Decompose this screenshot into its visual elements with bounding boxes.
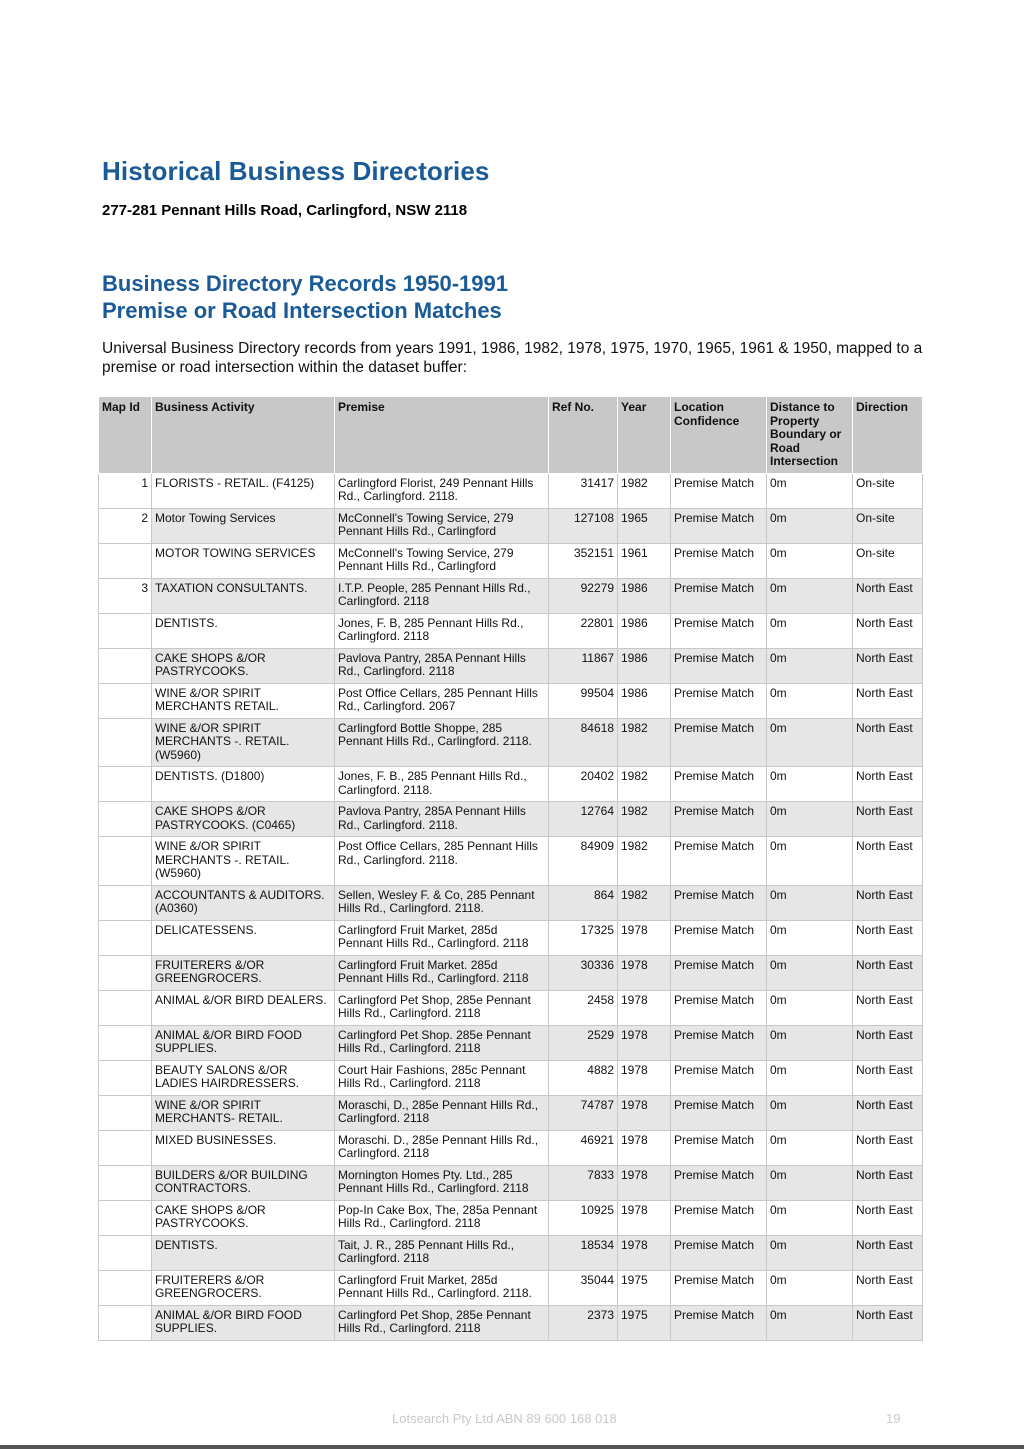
map-id-cell: [99, 718, 152, 767]
distance-cell: 0m: [767, 473, 853, 508]
business-activity-cell: MOTOR TOWING SERVICES: [152, 543, 335, 578]
map-id-cell: [99, 1270, 152, 1305]
footer-company: Lotsearch Pty Ltd ABN 89 600 168 018: [392, 1411, 617, 1426]
direction-cell: North East: [853, 1165, 923, 1200]
year-cell: 1982: [618, 473, 671, 508]
premise-cell: Carlingford Bottle Shoppe, 285 Pennant Hills Rd., Carlingford. 2118.: [335, 718, 549, 767]
business-activity-cell: CAKE SHOPS &/OR PASTRYCOOKS. (C0465): [152, 802, 335, 837]
ref-no-cell: 17325: [549, 920, 618, 955]
location-confidence-cell: Premise Match: [671, 955, 767, 990]
year-cell: 1982: [618, 885, 671, 920]
table-body: [99, 473, 923, 1340]
year-cell: 1978: [618, 1025, 671, 1060]
table-row: [99, 508, 923, 543]
ref-no-cell: 2458: [549, 990, 618, 1025]
section-title-line2: Premise or Road Intersection Matches: [102, 298, 502, 323]
year-cell: 1978: [618, 1130, 671, 1165]
distance-cell: 0m: [767, 508, 853, 543]
premise-cell: Carlingford Fruit Market, 285d Pennant Hills Rd., Carlingford. 2118: [335, 920, 549, 955]
business-activity-cell: CAKE SHOPS &/OR PASTRYCOOKS.: [152, 648, 335, 683]
premise-cell: Carlingford Fruit Market. 285d Pennant Hills Rd., Carlingford. 2118: [335, 955, 549, 990]
table-row: [99, 718, 923, 767]
table-row: [99, 543, 923, 578]
year-cell: 1986: [618, 683, 671, 718]
ref-no-cell: 2373: [549, 1305, 618, 1340]
ref-no-cell: 84909: [549, 837, 618, 886]
year-cell: 1965: [618, 508, 671, 543]
distance-cell: 0m: [767, 990, 853, 1025]
location-confidence-cell: Premise Match: [671, 508, 767, 543]
intro-paragraph: Universal Business Directory records from years 1991, 1986, 1982, 1978, 1975, 1970, 1965, 1961 & 1950, mapped to a premise or road intersection within the dataset buffer:: [102, 340, 923, 376]
header-ref-no: Ref No.: [549, 397, 618, 474]
header-map-id: Map Id: [99, 397, 152, 474]
business-activity-cell: BEAUTY SALONS &/OR LADIES HAIRDRESSERS.: [152, 1060, 335, 1095]
direction-cell: North East: [853, 1270, 923, 1305]
table-row: [99, 990, 923, 1025]
business-records-table: [98, 396, 923, 1341]
direction-cell: On-site: [853, 508, 923, 543]
location-confidence-cell: Premise Match: [671, 543, 767, 578]
property-address: 277-281 Pennant Hills Road, Carlingford, NSW 2118: [102, 202, 468, 219]
distance-cell: 0m: [767, 1025, 853, 1060]
table-row: [99, 613, 923, 648]
ref-no-cell: 99504: [549, 683, 618, 718]
table-row: [99, 1025, 923, 1060]
ref-no-cell: 7833: [549, 1165, 618, 1200]
ref-no-cell: 10925: [549, 1200, 618, 1235]
table-row: [99, 802, 923, 837]
location-confidence-cell: Premise Match: [671, 473, 767, 508]
year-cell: 1975: [618, 1270, 671, 1305]
ref-no-cell: 127108: [549, 508, 618, 543]
map-id-cell: [99, 990, 152, 1025]
location-confidence-cell: Premise Match: [671, 767, 767, 802]
table-row: [99, 955, 923, 990]
year-cell: 1986: [618, 613, 671, 648]
page-number: 19: [886, 1411, 901, 1426]
premise-cell: Moraschi, D., 285e Pennant Hills Rd., Carlingford. 2118: [335, 1095, 549, 1130]
direction-cell: North East: [853, 1025, 923, 1060]
year-cell: 1986: [618, 648, 671, 683]
direction-cell: North East: [853, 613, 923, 648]
page-title: Historical Business Directories: [102, 156, 490, 186]
ref-no-cell: 22801: [549, 613, 618, 648]
map-id-cell: [99, 920, 152, 955]
location-confidence-cell: Premise Match: [671, 613, 767, 648]
year-cell: 1978: [618, 955, 671, 990]
year-cell: 1982: [618, 837, 671, 886]
ref-no-cell: 11867: [549, 648, 618, 683]
table-row: [99, 1060, 923, 1095]
distance-cell: 0m: [767, 1200, 853, 1235]
premise-cell: Carlingford Florist, 249 Pennant Hills Rd., Carlingford. 2118.: [335, 473, 549, 508]
location-confidence-cell: Premise Match: [671, 578, 767, 613]
map-id-cell: [99, 767, 152, 802]
table-row: [99, 920, 923, 955]
direction-cell: North East: [853, 1060, 923, 1095]
business-activity-cell: FRUITERERS &/OR GREENGROCERS.: [152, 1270, 335, 1305]
year-cell: 1978: [618, 1095, 671, 1130]
business-activity-cell: WINE &/OR SPIRIT MERCHANTS- RETAIL.: [152, 1095, 335, 1130]
section-title-line1: Business Directory Records 1950-1991: [102, 271, 508, 296]
map-id-cell: [99, 1130, 152, 1165]
map-id-cell: 3: [99, 578, 152, 613]
location-confidence-cell: Premise Match: [671, 920, 767, 955]
distance-cell: 0m: [767, 1165, 853, 1200]
year-cell: 1961: [618, 543, 671, 578]
map-id-cell: [99, 1305, 152, 1340]
page-bottom-edge: [0, 1445, 1024, 1449]
direction-cell: North East: [853, 1200, 923, 1235]
header-premise: Premise: [335, 397, 549, 474]
business-activity-cell: BUILDERS &/OR BUILDING CONTRACTORS.: [152, 1165, 335, 1200]
location-confidence-cell: Premise Match: [671, 1095, 767, 1130]
business-activity-cell: FLORISTS - RETAIL. (F4125): [152, 473, 335, 508]
business-activity-cell: FRUITERERS &/OR GREENGROCERS.: [152, 955, 335, 990]
ref-no-cell: 18534: [549, 1235, 618, 1270]
location-confidence-cell: Premise Match: [671, 1130, 767, 1165]
business-activity-cell: DELICATESSENS.: [152, 920, 335, 955]
header-direction: Direction: [853, 397, 923, 474]
direction-cell: North East: [853, 683, 923, 718]
premise-cell: Pavlova Pantry, 285A Pennant Hills Rd., Carlingford. 2118.: [335, 802, 549, 837]
map-id-cell: [99, 885, 152, 920]
location-confidence-cell: Premise Match: [671, 648, 767, 683]
ref-no-cell: 2529: [549, 1025, 618, 1060]
direction-cell: North East: [853, 718, 923, 767]
location-confidence-cell: Premise Match: [671, 885, 767, 920]
ref-no-cell: 20402: [549, 767, 618, 802]
distance-cell: 0m: [767, 767, 853, 802]
map-id-cell: [99, 1200, 152, 1235]
distance-cell: 0m: [767, 920, 853, 955]
header-distance: Distance to Property Boundary or Road Intersection: [767, 397, 853, 474]
business-activity-cell: WINE &/OR SPIRIT MERCHANTS -. RETAIL. (W5960): [152, 718, 335, 767]
year-cell: 1978: [618, 990, 671, 1025]
premise-cell: Jones, F. B., 285 Pennant Hills Rd., Carlingford. 2118.: [335, 767, 549, 802]
premise-cell: Carlingford Pet Shop. 285e Pennant Hills Rd., Carlingford. 2118: [335, 1025, 549, 1060]
premise-cell: Sellen, Wesley F. & Co, 285 Pennant Hills Rd., Carlingford. 2118.: [335, 885, 549, 920]
distance-cell: 0m: [767, 648, 853, 683]
business-activity-cell: ACCOUNTANTS & AUDITORS. (A0360): [152, 885, 335, 920]
ref-no-cell: 864: [549, 885, 618, 920]
premise-cell: I.T.P. People, 285 Pennant Hills Rd., Carlingford. 2118: [335, 578, 549, 613]
business-activity-cell: ANIMAL &/OR BIRD FOOD SUPPLIES.: [152, 1305, 335, 1340]
year-cell: 1975: [618, 1305, 671, 1340]
direction-cell: North East: [853, 990, 923, 1025]
direction-cell: North East: [853, 802, 923, 837]
map-id-cell: [99, 837, 152, 886]
table-row: [99, 767, 923, 802]
location-confidence-cell: Premise Match: [671, 1305, 767, 1340]
distance-cell: 0m: [767, 718, 853, 767]
direction-cell: North East: [853, 1305, 923, 1340]
ref-no-cell: 46921: [549, 1130, 618, 1165]
table-row: [99, 1165, 923, 1200]
premise-cell: Carlingford Pet Shop, 285e Pennant Hills Rd., Carlingford. 2118: [335, 1305, 549, 1340]
map-id-cell: [99, 1025, 152, 1060]
distance-cell: 0m: [767, 837, 853, 886]
year-cell: 1978: [618, 1200, 671, 1235]
map-id-cell: [99, 648, 152, 683]
year-cell: 1982: [618, 802, 671, 837]
business-activity-cell: DENTISTS.: [152, 613, 335, 648]
premise-cell: McConnell's Towing Service, 279 Pennant Hills Rd., Carlingford: [335, 508, 549, 543]
distance-cell: 0m: [767, 543, 853, 578]
ref-no-cell: 31417: [549, 473, 618, 508]
map-id-cell: 2: [99, 508, 152, 543]
ref-no-cell: 12764: [549, 802, 618, 837]
table-row: [99, 683, 923, 718]
direction-cell: North East: [853, 920, 923, 955]
ref-no-cell: 74787: [549, 1095, 618, 1130]
distance-cell: 0m: [767, 1060, 853, 1095]
distance-cell: 0m: [767, 955, 853, 990]
table-row: [99, 885, 923, 920]
ref-no-cell: 92279: [549, 578, 618, 613]
direction-cell: North East: [853, 885, 923, 920]
business-activity-cell: MIXED BUSINESSES.: [152, 1130, 335, 1165]
premise-cell: McConnell's Towing Service, 279 Pennant Hills Rd., Carlingford: [335, 543, 549, 578]
distance-cell: 0m: [767, 1095, 853, 1130]
direction-cell: North East: [853, 578, 923, 613]
location-confidence-cell: Premise Match: [671, 718, 767, 767]
premise-cell: Moraschi. D., 285e Pennant Hills Rd., Carlingford. 2118: [335, 1130, 549, 1165]
distance-cell: 0m: [767, 802, 853, 837]
map-id-cell: [99, 1165, 152, 1200]
direction-cell: On-site: [853, 473, 923, 508]
distance-cell: 0m: [767, 1305, 853, 1340]
map-id-cell: [99, 543, 152, 578]
business-activity-cell: WINE &/OR SPIRIT MERCHANTS RETAIL.: [152, 683, 335, 718]
location-confidence-cell: Premise Match: [671, 1060, 767, 1095]
direction-cell: North East: [853, 955, 923, 990]
distance-cell: 0m: [767, 1235, 853, 1270]
year-cell: 1978: [618, 1165, 671, 1200]
table-row: [99, 837, 923, 886]
premise-cell: Post Office Cellars, 285 Pennant Hills Rd., Carlingford. 2067: [335, 683, 549, 718]
year-cell: 1982: [618, 767, 671, 802]
table-row: [99, 1130, 923, 1165]
location-confidence-cell: Premise Match: [671, 802, 767, 837]
direction-cell: On-site: [853, 543, 923, 578]
ref-no-cell: 4882: [549, 1060, 618, 1095]
distance-cell: 0m: [767, 885, 853, 920]
header-business-activity: Business Activity: [152, 397, 335, 474]
business-activity-cell: ANIMAL &/OR BIRD DEALERS.: [152, 990, 335, 1025]
business-activity-cell: DENTISTS.: [152, 1235, 335, 1270]
direction-cell: North East: [853, 837, 923, 886]
map-id-cell: [99, 613, 152, 648]
direction-cell: North East: [853, 1235, 923, 1270]
header-year: Year: [618, 397, 671, 474]
premise-cell: Pop-In Cake Box, The, 285a Pennant Hills Rd., Carlingford. 2118: [335, 1200, 549, 1235]
year-cell: 1978: [618, 920, 671, 955]
map-id-cell: [99, 1095, 152, 1130]
table-header-row: [99, 397, 923, 474]
year-cell: 1978: [618, 1235, 671, 1270]
direction-cell: North East: [853, 1095, 923, 1130]
premise-cell: Mornington Homes Pty. Ltd., 285 Pennant Hills Rd., Carlingford. 2118: [335, 1165, 549, 1200]
header-location-confidence: Location Confidence: [671, 397, 767, 474]
distance-cell: 0m: [767, 1270, 853, 1305]
distance-cell: 0m: [767, 578, 853, 613]
map-id-cell: 1: [99, 473, 152, 508]
map-id-cell: [99, 1235, 152, 1270]
location-confidence-cell: Premise Match: [671, 1200, 767, 1235]
direction-cell: North East: [853, 767, 923, 802]
map-id-cell: [99, 1060, 152, 1095]
business-activity-cell: TAXATION CONSULTANTS.: [152, 578, 335, 613]
location-confidence-cell: Premise Match: [671, 1235, 767, 1270]
ref-no-cell: 30336: [549, 955, 618, 990]
year-cell: 1982: [618, 718, 671, 767]
section-title: [102, 270, 508, 324]
distance-cell: 0m: [767, 683, 853, 718]
direction-cell: North East: [853, 1130, 923, 1165]
year-cell: 1978: [618, 1060, 671, 1095]
location-confidence-cell: Premise Match: [671, 990, 767, 1025]
table-row: [99, 648, 923, 683]
business-activity-cell: ANIMAL &/OR BIRD FOOD SUPPLIES.: [152, 1025, 335, 1060]
table-row: [99, 1200, 923, 1235]
year-cell: 1986: [618, 578, 671, 613]
business-activity-cell: DENTISTS. (D1800): [152, 767, 335, 802]
table-row: [99, 1235, 923, 1270]
table-row: [99, 1305, 923, 1340]
business-activity-cell: Motor Towing Services: [152, 508, 335, 543]
ref-no-cell: 84618: [549, 718, 618, 767]
ref-no-cell: 35044: [549, 1270, 618, 1305]
premise-cell: Carlingford Fruit Market, 285d Pennant Hills Rd., Carlingford. 2118.: [335, 1270, 549, 1305]
distance-cell: 0m: [767, 613, 853, 648]
business-activity-cell: WINE &/OR SPIRIT MERCHANTS -. RETAIL. (W5960): [152, 837, 335, 886]
direction-cell: North East: [853, 648, 923, 683]
location-confidence-cell: Premise Match: [671, 1025, 767, 1060]
table-row: [99, 578, 923, 613]
premise-cell: Tait, J. R., 285 Pennant Hills Rd., Carlingford. 2118: [335, 1235, 549, 1270]
location-confidence-cell: Premise Match: [671, 1270, 767, 1305]
table-row: [99, 1270, 923, 1305]
business-activity-cell: CAKE SHOPS &/OR PASTRYCOOKS.: [152, 1200, 335, 1235]
map-id-cell: [99, 955, 152, 990]
distance-cell: 0m: [767, 1130, 853, 1165]
location-confidence-cell: Premise Match: [671, 1165, 767, 1200]
location-confidence-cell: Premise Match: [671, 837, 767, 886]
ref-no-cell: 352151: [549, 543, 618, 578]
location-confidence-cell: Premise Match: [671, 683, 767, 718]
map-id-cell: [99, 683, 152, 718]
premise-cell: Post Office Cellars, 285 Pennant Hills Rd., Carlingford. 2118.: [335, 837, 549, 886]
premise-cell: Court Hair Fashions, 285c Pennant Hills Rd., Carlingford. 2118: [335, 1060, 549, 1095]
table-row: [99, 1095, 923, 1130]
premise-cell: Pavlova Pantry, 285A Pennant Hills Rd., Carlingford. 2118: [335, 648, 549, 683]
premise-cell: Carlingford Pet Shop, 285e Pennant Hills Rd., Carlingford. 2118: [335, 990, 549, 1025]
premise-cell: Jones, F. B, 285 Pennant Hills Rd., Carlingford. 2118: [335, 613, 549, 648]
map-id-cell: [99, 802, 152, 837]
table-row: [99, 473, 923, 508]
